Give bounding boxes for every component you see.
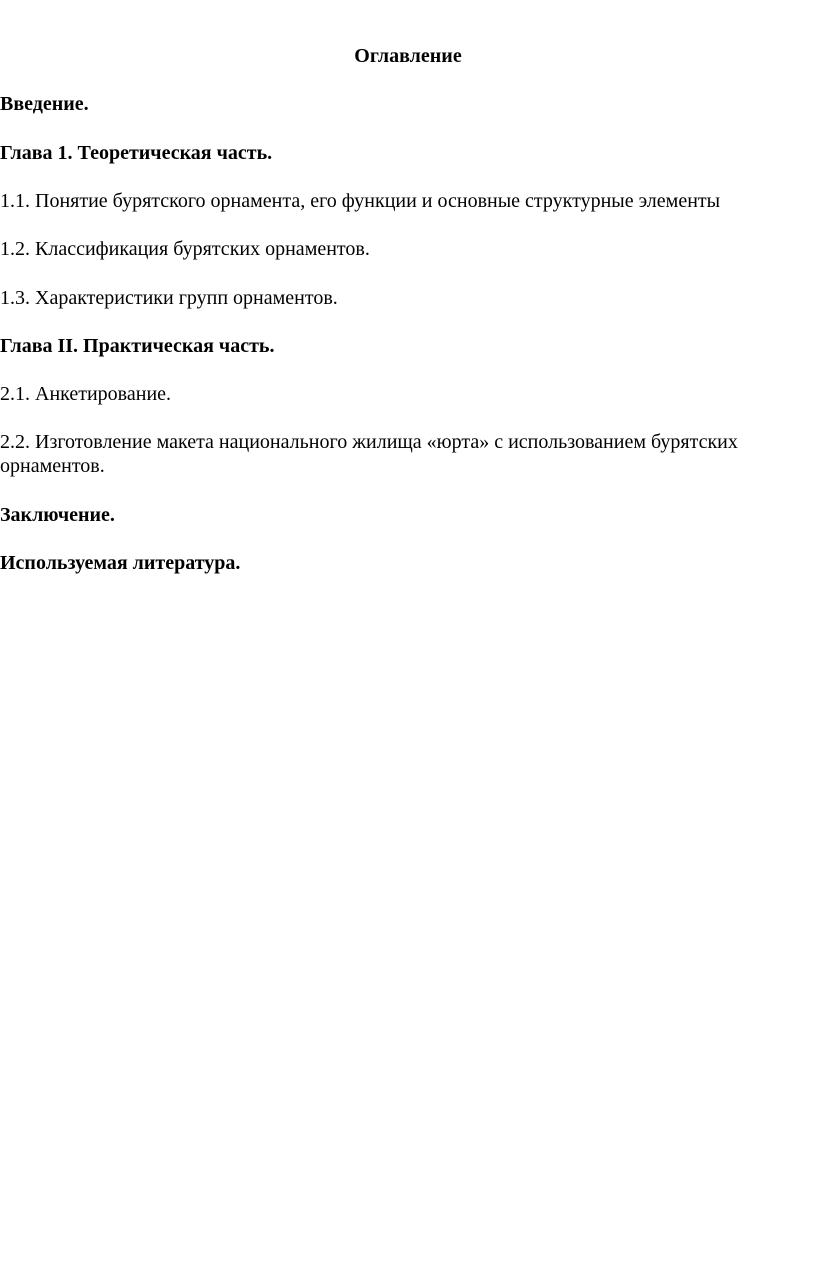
toc-entry-2-1: 2.1. Анкетирование. [0,383,172,405]
toc-entry-2-2: 2.2. Изготовление макета национального жилища «юрта» с использованием бурятских орнаментов. [0,431,738,477]
toc-entry-introduction: Введение. [0,93,89,115]
toc-entry-literature: Используемая литература. [0,552,241,574]
toc-entry-chapter-1: Глава 1. Теоретическая часть. [0,142,273,164]
toc-entry-1-3: 1.3. Характеристики групп орнаментов. [0,287,338,309]
toc-entry-1-2: 1.2. Классификация бурятских орнаментов. [0,238,370,260]
toc-title: Оглавление [354,45,462,67]
toc-entry-1-1: 1.1. Понятие бурятского орнамента, его функции и основные структурные элементы [0,190,721,212]
toc-entry-chapter-2: Глава II. Практическая часть. [0,335,275,357]
toc-entry-conclusion: Заключение. [0,504,115,526]
